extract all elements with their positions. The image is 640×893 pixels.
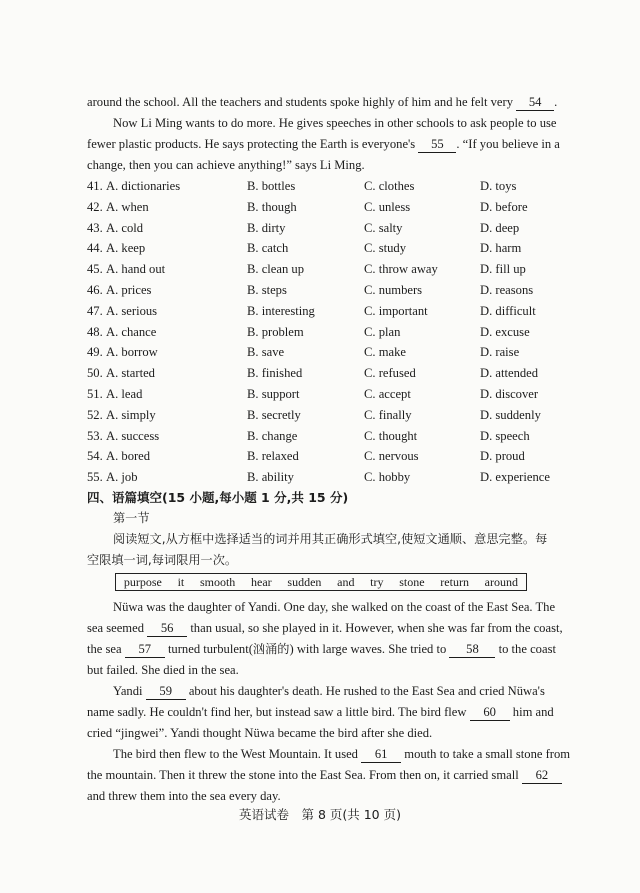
blank-55: 55 (418, 137, 456, 153)
story-text: the sea (87, 642, 122, 656)
option-c: C. salty (364, 220, 403, 235)
option-b: B. interesting (247, 303, 315, 318)
option-b: B. secretly (247, 407, 301, 422)
story-text: about his daughter's death. He rushed to the East Sea and cried Nüwa's (188, 684, 545, 698)
question-number: 48. (87, 324, 103, 339)
story-line: but failed. She died in the sea. (87, 663, 239, 677)
story-text: The bird then flew to the West Mountain. It used (113, 747, 358, 761)
story-line (113, 744, 570, 764)
option-b: B. problem (247, 324, 304, 339)
option-c: C. unless (364, 199, 411, 214)
word-bank-item: purpose (123, 574, 162, 589)
question-number: 53. (87, 428, 103, 443)
word-bank-item: around (484, 574, 518, 589)
option-a: A. serious (106, 303, 158, 318)
passage-line: Now Li Ming wants to do more. He gives speeches in other schools to ask people to use (113, 116, 557, 130)
option-c: C. plan (364, 324, 401, 339)
story-line (87, 618, 563, 638)
question-number: 54. (87, 449, 103, 464)
question-number: 45. (87, 262, 103, 277)
story-text: the mountain. Then it threw the stone into the East Sea. From then on, it carried small (87, 768, 519, 782)
option-d: D. fill up (480, 262, 526, 277)
question-number: 49. (87, 345, 103, 360)
question-number: 50. (87, 366, 103, 381)
option-b: B. ability (247, 470, 294, 485)
story-text: sea seemed (87, 621, 144, 635)
option-a: A. dictionaries (106, 179, 181, 193)
option-b: B. relaxed (247, 449, 299, 464)
option-d: D. before (480, 199, 528, 214)
option-b: B. clean up (247, 262, 305, 277)
word-bank-item: smooth (199, 574, 236, 589)
option-d: D. reasons (480, 283, 534, 297)
blank-54: 54 (516, 95, 554, 111)
word-bank-item: stone (399, 574, 425, 589)
option-a: A. keep (106, 241, 146, 256)
passage-line (87, 134, 560, 154)
passage-line: around the school. All the teachers and students spoke highly of him and he felt very 54 . (87, 95, 558, 109)
story-line (113, 681, 545, 701)
story-text: ) with large waves. She tried to (289, 642, 447, 656)
page-footer: 英语试卷 第 8 页(共 10 页) (238, 807, 401, 822)
question-number: 55. (87, 470, 103, 485)
question-number: 42. (87, 199, 103, 214)
option-c: C. throw away (364, 262, 438, 277)
option-a: A. simply (106, 407, 156, 422)
option-b: B. though (247, 199, 297, 214)
word-bank-item: it (177, 574, 185, 589)
word-bank-item: try (370, 574, 384, 589)
story-text: name sadly. He couldn't find her, but instead saw a little bird. The bird flew (87, 705, 467, 719)
question-number: 46. (87, 283, 103, 297)
chinese-gloss: 汹涌的 (252, 642, 290, 656)
option-a: A. prices (106, 283, 152, 297)
option-d: D. difficult (480, 303, 536, 318)
blank-58: 58 (449, 642, 495, 658)
option-a: A. when (106, 199, 149, 214)
blank-57: 57 (125, 642, 165, 658)
section-title: 四、语篇填空(15 小题,每小题 1 分,共 15 分) (87, 490, 349, 505)
option-d: D. proud (480, 449, 525, 464)
passage-text: fewer plastic products. He says protecting the Earth is everyone's (87, 137, 416, 151)
story-line: cried “jingwei”. Yandi thought Nüwa became the bird after she died. (87, 726, 433, 740)
option-b: B. steps (247, 283, 287, 297)
option-b: B. support (247, 387, 300, 401)
option-d: D. harm (480, 241, 522, 256)
option-c: C. hobby (364, 470, 411, 485)
option-b: B. catch (247, 241, 289, 256)
option-c: C. study (364, 241, 406, 256)
blank-60: 60 (470, 705, 510, 721)
option-b: B. change (247, 428, 298, 443)
option-d: D. toys (480, 179, 517, 193)
instructions: 空限填一词,每词限用一次。 (87, 553, 238, 567)
option-a: A. started (106, 366, 155, 381)
option-a: A. success (106, 428, 160, 443)
question-number: 43. (87, 220, 103, 235)
passage-text: around the school. All the teachers and students spoke highly of him and he felt very (87, 95, 513, 109)
option-c: C. numbers (364, 283, 423, 297)
story-line: Nüwa was the daughter of Yandi. One day, she walked on the coast of the East Sea. The (113, 600, 556, 614)
blank-62: 62 (522, 768, 562, 784)
story-text: Yandi (113, 684, 143, 698)
story-line (87, 639, 556, 659)
option-b: B. save (247, 345, 285, 360)
story-text: him and (512, 705, 554, 719)
story-text: than usual, so she played in it. However, when she was far from the coast, (190, 621, 563, 635)
word-bank-item: and (337, 574, 355, 589)
option-d: D. speech (480, 428, 530, 443)
question-number: 41. (87, 179, 103, 193)
story-text: turned turbulent( (167, 642, 253, 656)
option-c: C. clothes (364, 179, 415, 193)
story-text: mouth to take a small stone from (404, 747, 571, 761)
word-bank-item: sudden (287, 574, 322, 589)
option-c: C. refused (364, 366, 416, 381)
option-a: A. cold (106, 220, 144, 235)
option-c: C. finally (364, 407, 412, 422)
passage-line: change, then you can achieve anything!” says Li Ming. (87, 158, 365, 172)
word-bank (115, 573, 527, 591)
instructions: 阅读短文,从方框中选择适当的词并用其正确形式填空,使短文通顺、意思完整。每 (113, 532, 548, 546)
word-bank-item: return (440, 574, 469, 589)
option-a: A. job (106, 470, 138, 485)
option-d: D. attended (480, 366, 539, 381)
blank-56: 56 (147, 621, 187, 637)
option-a: A. lead (106, 387, 143, 401)
option-c: C. accept (364, 387, 411, 401)
story-line: and threw them into the sea every day. (87, 789, 281, 803)
option-d: D. excuse (480, 324, 530, 339)
passage-text: . “If you believe in a (456, 137, 560, 151)
option-d: D. suddenly (480, 407, 541, 422)
option-c: C. thought (364, 428, 418, 443)
option-a: A. borrow (106, 345, 158, 360)
option-b: B. dirty (247, 220, 286, 235)
option-b: B. finished (247, 366, 303, 381)
option-d: D. experience (480, 470, 550, 485)
story-line (87, 765, 562, 785)
question-number: 47. (87, 303, 103, 318)
option-a: A. bored (106, 449, 151, 464)
option-a: A. hand out (106, 262, 166, 277)
option-b: B. bottles (247, 179, 296, 193)
blank-61: 61 (361, 747, 401, 763)
question-number: 52. (87, 407, 103, 422)
option-c: C. important (364, 303, 428, 318)
question-number: 44. (87, 241, 103, 256)
option-d: D. discover (480, 387, 539, 401)
option-c: C. nervous (364, 449, 419, 464)
word-bank-item: hear (251, 574, 272, 589)
option-d: D. raise (480, 345, 520, 360)
story-text: to the coast (498, 642, 556, 656)
story-line (87, 702, 554, 722)
blank-59: 59 (146, 684, 186, 700)
part-title: 第一节 (113, 511, 150, 525)
option-a: A. chance (106, 324, 157, 339)
question-number: 51. (87, 387, 103, 401)
option-d: D. deep (480, 220, 520, 235)
option-c: C. make (364, 345, 406, 360)
